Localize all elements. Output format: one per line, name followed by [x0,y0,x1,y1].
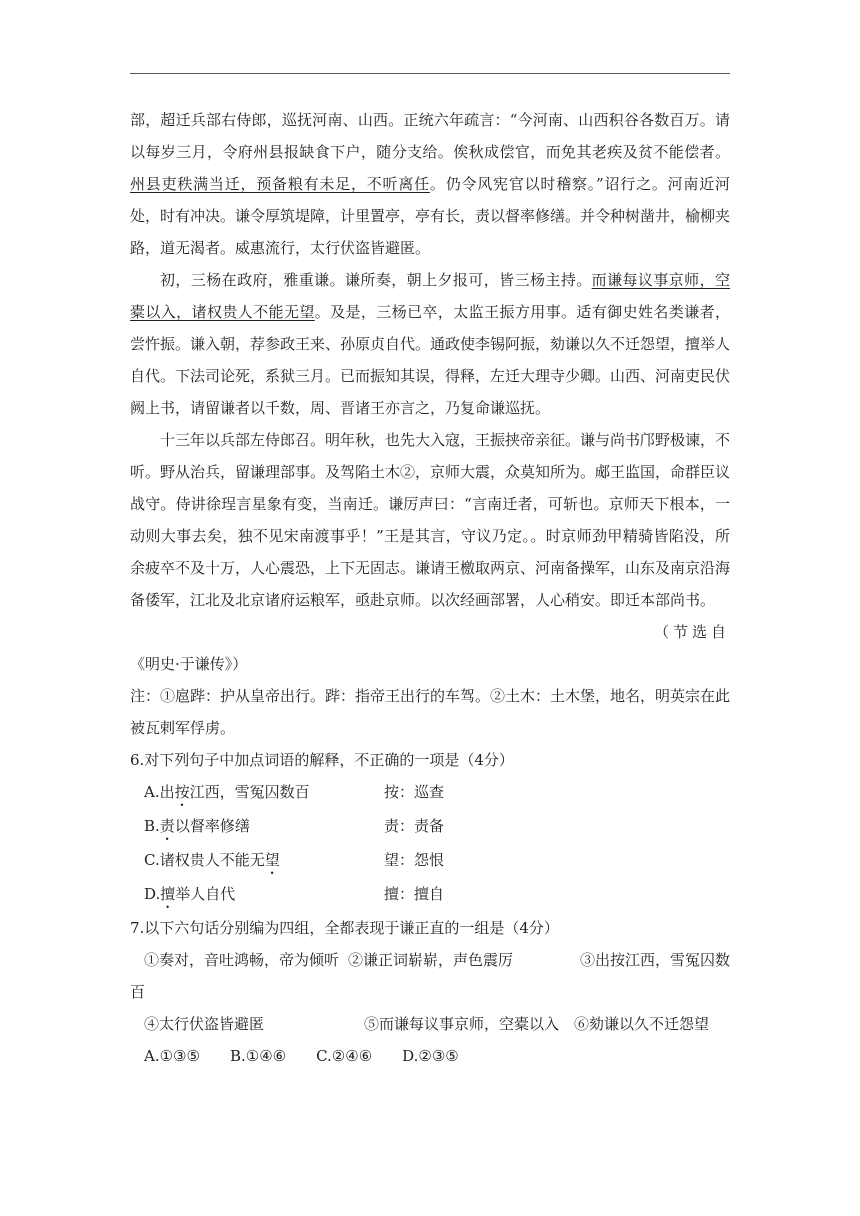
q6-b-gloss: 责：责备 [384,817,445,835]
q6-c-gloss: 望：怨恨 [384,851,445,869]
q6-a-pre: A.出 [144,783,175,801]
q7-answer-options [130,1040,730,1072]
q7-option-a: A.①③⑤ [144,1047,200,1065]
q6-a-dotted-word: 按 [174,783,190,801]
p2-underlined: 而谦每议事京师，空橐以入，诸权贵人不能无望 [130,271,730,321]
passage-paragraph-3: 十三年以兵部左侍郎召。明年秋，也先大入寇，王振挟帝亲征。谦与尚书邝野极谏，不听。野从治兵，留谦理部事。及驾陷土木②，京师大震，众莫知所为。郕王监国，命群臣议战守。侍讲徐珵言星象有变，当南迁。谦厉声曰：“言南迁者，可斩也。京师天下根本，一动则大事去矣，独不见宋南渡事乎！”王是其言，守议乃定。。时京师劲甲精骑皆陷没，所余疲卒不及十万，人心震恐，上下无固志。谦请王檄取两京、河南备操军，山东及南京沿海备倭军，江北及北京诸府运粮军，亟赴京师。以次经画部署，人心稍安。即迁本部尚书。 [130,431,731,609]
q6-d-pre: D. [144,885,161,903]
q6-b-dotted-word: 责 [159,817,175,835]
q7-sentence-3: ③出按江西，雪冤囚数 [579,951,730,969]
q6-option-b [130,810,730,844]
p2-text-a: 初，三杨在政府，雅重谦。谦所奏，朝上夕报可，皆三杨主持。 [160,271,592,289]
q6-c-pre: C.诸权贵人不能无 [144,851,265,869]
p1-text-a: 部，超迁兵部右侍郎，巡抚河南、山西。正统六年疏言：“今河南、山西积谷各数百万。请以每岁三月，令府州县报缺食下户，随分支给。俟秋成偿官，而免其老疾及贫不能偿者。 [130,111,730,161]
p2-text-b: 。及是，三杨已卒，太监王振方用事。适有御史姓名类谦者，尝忤振。谦入朝，荐参政王来、孙原贞自代。通政使李锡阿振，劾谦以久不迁怨望，擅举人自代。下法司论死，系狱三月。已而振知其误，得释，左迁大理寺少卿。山西、河南吏民伏阙上书，请留谦者以千数，周、晋诸王亦言之，乃复命谦巡抚。 [130,303,731,417]
q7-sentence-5: ⑤而谦每议事京师，空橐以入 [364,1015,560,1033]
q6-b-post: 以督率修缮 [174,817,250,835]
q7-sentence-3-continued: 百 [130,983,146,1001]
source-citation: （节选自 [653,623,730,641]
q6-option-a [130,776,730,810]
q6-option-c [130,844,730,878]
q6-d-gloss: 擅：擅自 [384,885,445,903]
q6-a-post: 江西，雪冤囚数百 [189,783,310,801]
p1-underlined: 州县吏秩满当迁，预备粮有未足，不听离任 [130,175,430,193]
q6-option-d [130,878,730,912]
q6-d-dotted-word: 擅 [160,885,176,903]
q7-option-c: C.②④⑥ [316,1047,373,1065]
q6-b-pre: B. [144,817,160,835]
footnote: 注：①扈跸：护从皇帝出行。跸：指帝王出行的车驾。②土木：土木堡，地名，明英宗在此被瓦剌军俘虏。 [130,687,731,737]
q7-sentence-4: ④太行伏盗皆避匿 [144,1015,265,1033]
question-6-stem: 6.对下列句子中加点词语的解释，不正确的一项是（4分） [130,751,514,769]
q7-sentence-1: ①奏对，音吐鸿畅，帝为倾听 [144,951,340,969]
header-rule [130,73,730,74]
passage-paragraph-2 [130,264,730,424]
p1-text-b: 。仍令风宪官以时稽察。”诏行之。河南近河处，时有冲决。谦令厚筑堤障，计里置亭，亭有长，责以督率修缮。并令种树凿井，榆柳夹路，道无渴者。威惠流行，太行伏盗皆避匿。 [130,175,731,257]
document-body [130,104,730,1072]
passage-paragraph-1 [130,104,730,264]
q7-sentences-row-1 [130,944,730,976]
q6-a-gloss: 按：巡查 [384,783,445,801]
q7-option-b: B.①④⑥ [229,1047,287,1065]
q6-d-post: 举人自代 [175,885,236,903]
source-title: 《明史·于谦传》） [130,655,248,673]
question-7-stem: 7.以下六句话分别编为四组，全都表现于谦正直的一组是（4分） [130,919,559,937]
q7-sentences-row-2 [130,1008,730,1040]
q7-sentence-2: ②谦正词崭崭，声色震厉 [348,951,514,969]
q6-c-dotted-word: 望 [264,851,280,869]
q7-option-d: D.②③⑤ [402,1047,459,1065]
q7-sentence-6: ⑥劾谦以久不迁怨望 [574,1015,710,1033]
